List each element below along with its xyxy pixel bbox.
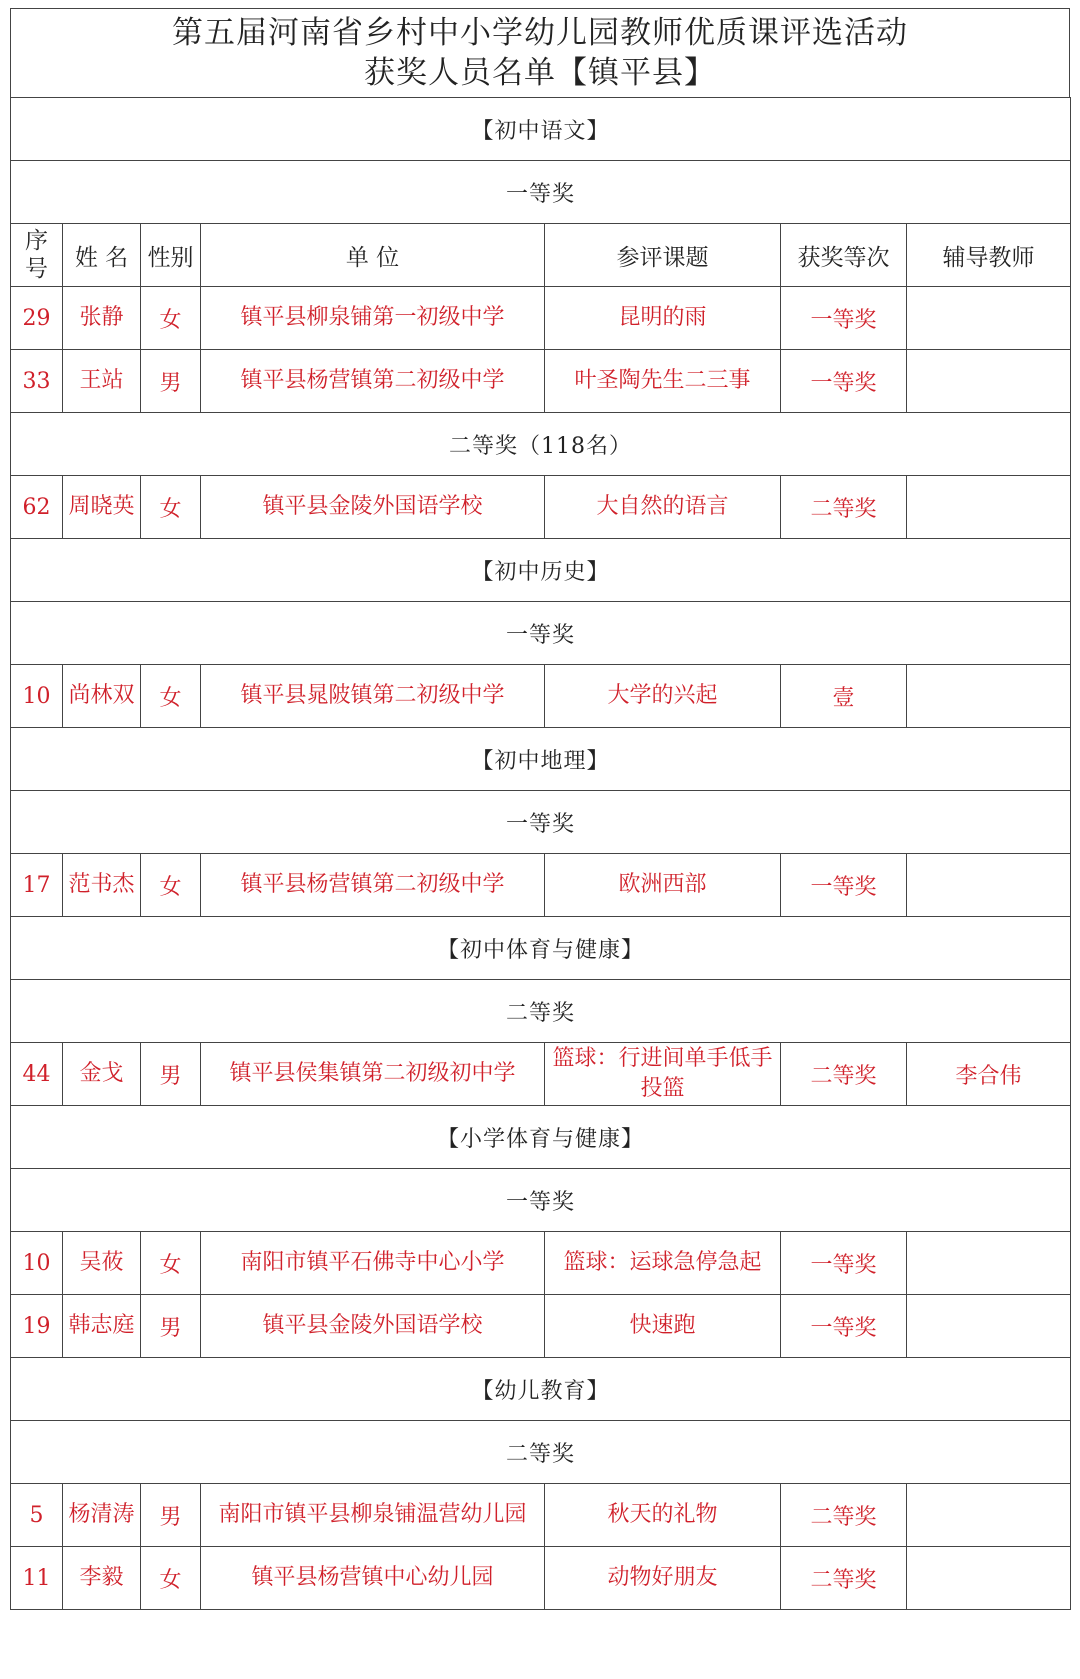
subject-heading-row [11,539,1071,602]
award-list-sheet [10,8,1070,1610]
cell-gender: 女 [141,287,201,350]
cell-gender: 男 [141,1043,201,1106]
cell-no: 5 [11,1484,63,1547]
table-row [11,350,1071,413]
cell-name: 韩志庭 [63,1295,141,1358]
header-tutor: 辅导教师 [907,224,1071,287]
award-level-heading: 二等奖（118名） [11,413,1071,476]
cell-unit: 镇平县杨营镇第二初级中学 [201,350,545,413]
cell-unit: 镇平县金陵外国语学校 [201,1295,545,1358]
award-level-heading-row [11,791,1071,854]
cell-no: 33 [11,350,63,413]
cell-tutor [907,665,1071,728]
subject-heading: 【小学体育与健康】 [11,1106,1071,1169]
cell-award: 一等奖 [781,350,907,413]
cell-gender: 男 [141,1295,201,1358]
award-level-heading-row [11,413,1071,476]
cell-award: 壹 [781,665,907,728]
award-level-heading-row [11,1421,1071,1484]
cell-tutor [907,476,1071,539]
subject-heading-row [11,1106,1071,1169]
cell-topic: 动物好朋友 [545,1547,781,1610]
header-no: 序号 [11,224,63,287]
cell-gender: 男 [141,350,201,413]
subject-heading: 【幼儿教育】 [11,1358,1071,1421]
award-level-heading-row [11,161,1071,224]
cell-unit: 镇平县晁陂镇第二初级中学 [201,665,545,728]
title-line-1: 第五届河南省乡村中小学幼儿园教师优质课评选活动 [172,15,908,51]
document-title [10,8,1070,97]
award-level-heading: 二等奖 [11,980,1071,1043]
cell-award: 二等奖 [781,476,907,539]
subject-heading-row [11,917,1071,980]
cell-no: 29 [11,287,63,350]
cell-tutor [907,1232,1071,1295]
cell-no: 10 [11,1232,63,1295]
cell-gender: 女 [141,1232,201,1295]
cell-name: 杨清涛 [63,1484,141,1547]
subject-heading-row [11,728,1071,791]
cell-award: 一等奖 [781,287,907,350]
subject-heading: 【初中体育与健康】 [11,917,1071,980]
award-level-heading: 一等奖 [11,1169,1071,1232]
cell-gender: 女 [141,854,201,917]
cell-name: 李毅 [63,1547,141,1610]
cell-award: 二等奖 [781,1547,907,1610]
cell-no: 10 [11,665,63,728]
award-level-heading-row [11,1169,1071,1232]
cell-tutor [907,854,1071,917]
cell-no: 62 [11,476,63,539]
cell-unit: 镇平县杨营镇中心幼儿园 [201,1547,545,1610]
cell-name: 周晓英 [63,476,141,539]
header-gender: 性别 [141,224,201,287]
cell-award: 一等奖 [781,1295,907,1358]
table-row [11,1232,1071,1295]
cell-no: 19 [11,1295,63,1358]
cell-name: 张静 [63,287,141,350]
subject-heading-row [11,98,1071,161]
subject-heading: 【初中语文】 [11,98,1071,161]
award-level-heading-row [11,980,1071,1043]
cell-no: 44 [11,1043,63,1106]
cell-unit: 镇平县柳泉铺第一初级中学 [201,287,545,350]
table-row [11,665,1071,728]
cell-unit: 镇平县金陵外国语学校 [201,476,545,539]
cell-topic: 大学的兴起 [545,665,781,728]
table-row [11,1484,1071,1547]
table-row [11,287,1071,350]
cell-award: 一等奖 [781,854,907,917]
award-level-heading: 二等奖 [11,1421,1071,1484]
table-header-row [11,224,1071,287]
cell-no: 17 [11,854,63,917]
cell-unit: 南阳市镇平石佛寺中心小学 [201,1232,545,1295]
subject-heading: 【初中地理】 [11,728,1071,791]
award-level-heading-row [11,602,1071,665]
subject-heading: 【初中历史】 [11,539,1071,602]
header-name: 姓 名 [63,224,141,287]
cell-award: 二等奖 [781,1043,907,1106]
cell-topic: 叶圣陶先生二三事 [545,350,781,413]
cell-tutor [907,350,1071,413]
cell-unit: 南阳市镇平县柳泉铺温营幼儿园 [201,1484,545,1547]
cell-topic: 篮球：行进间单手低手投篮 [545,1043,781,1106]
cell-name: 范书杰 [63,854,141,917]
award-level-heading: 一等奖 [11,161,1071,224]
cell-gender: 男 [141,1484,201,1547]
cell-name: 吴莜 [63,1232,141,1295]
cell-unit: 镇平县侯集镇第二初级初中学 [201,1043,545,1106]
table-row [11,1043,1071,1106]
cell-gender: 女 [141,476,201,539]
award-level-heading: 一等奖 [11,602,1071,665]
table-row [11,1295,1071,1358]
cell-name: 尚林双 [63,665,141,728]
cell-topic: 昆明的雨 [545,287,781,350]
cell-award: 一等奖 [781,1232,907,1295]
cell-tutor [907,1547,1071,1610]
cell-no: 11 [11,1547,63,1610]
award-table [10,97,1071,1610]
cell-tutor [907,287,1071,350]
table-row [11,854,1071,917]
cell-tutor: 李合伟 [907,1043,1071,1106]
table-row [11,476,1071,539]
cell-gender: 女 [141,665,201,728]
header-award: 获奖等次 [781,224,907,287]
award-table-body [11,98,1071,1610]
title-line-2: 获奖人员名单【镇平县】 [364,55,716,91]
cell-topic: 篮球：运球急停急起 [545,1232,781,1295]
table-row [11,1547,1071,1610]
award-level-heading: 一等奖 [11,791,1071,854]
cell-award: 二等奖 [781,1484,907,1547]
header-unit: 单 位 [201,224,545,287]
cell-topic: 大自然的语言 [545,476,781,539]
cell-unit: 镇平县杨营镇第二初级中学 [201,854,545,917]
cell-topic: 欧洲西部 [545,854,781,917]
subject-heading-row [11,1358,1071,1421]
cell-gender: 女 [141,1547,201,1610]
cell-topic: 秋天的礼物 [545,1484,781,1547]
cell-tutor [907,1484,1071,1547]
header-topic: 参评课题 [545,224,781,287]
cell-topic: 快速跑 [545,1295,781,1358]
cell-name: 金戈 [63,1043,141,1106]
cell-tutor [907,1295,1071,1358]
cell-name: 王站 [63,350,141,413]
